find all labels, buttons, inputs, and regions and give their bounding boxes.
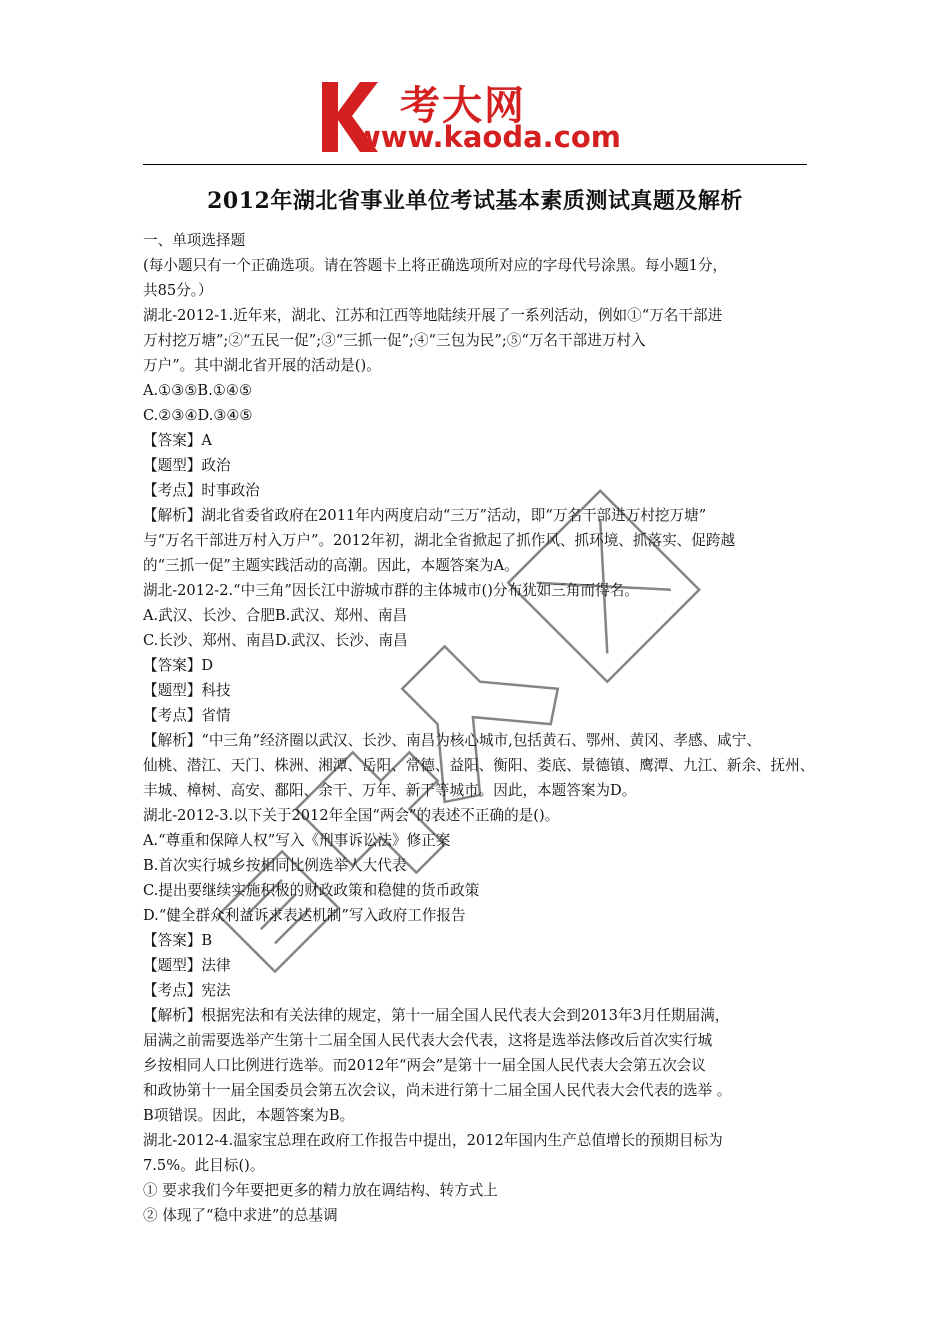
text-line: 【解析】湖北省委省政府在2011年内两度启动“三万”活动，即“万名干部进万村挖万塘” xyxy=(143,507,707,524)
text-line: 湖北-2012-4.温家宝总理在政府工作报告中提出，2012年国内生产总值增长的预期目标为 xyxy=(143,1132,723,1149)
text-line: 【答案】D xyxy=(143,657,214,674)
text-line: 【考点】宪法 xyxy=(143,982,231,999)
text-line: 【解析】根据宪法和有关法律的规定，第十一届全国人民代表大会到2013年3月任期届满， xyxy=(143,1007,730,1024)
text-line: D.“健全群众利益诉求表达机制”写入政府工作报告 xyxy=(143,907,466,924)
text-line: 【考点】时事政治 xyxy=(143,482,260,499)
logo-url-text: www.kaoda.com xyxy=(354,120,621,154)
text-line: 【解析】“中三角”经济圈以武汉、长沙、南昌为核心城市,包括黄石、鄂州、黄冈、孝感、咸宁、 xyxy=(143,732,761,749)
text-line: 仙桃、潜江、天门、株洲、湘潭、岳阳、常德、益阳、衡阳、娄底、景德镇、鹰潭、九江、新余、抚州、 xyxy=(143,757,815,774)
text-line: ① 要求我们今年要把更多的精力放在调结构、转方式上 xyxy=(143,1182,498,1199)
text-line: A.“尊重和保障人权”写入《刑事诉讼法》修正案 xyxy=(143,832,451,849)
text-line: (每小题只有一个正确选项。请在答题卡上将正确选项所对应的字母代号涂黑。每小题1分， xyxy=(143,257,728,274)
document-body xyxy=(143,228,815,1228)
text-line: 丰城、樟树、高安、鄱阳、余干、万年、新干等城市。因此，本题答案为D。 xyxy=(143,782,637,799)
text-line: 【题型】科技 xyxy=(143,682,231,699)
text-line: C.②③④D.③④⑤ xyxy=(143,407,253,424)
text-line: B.首次实行城乡按相同比例选举人大代表 xyxy=(143,857,407,874)
text-line: 万村挖万塘”;②“五民一促”;③“三抓一促”;④“三包为民”;⑤“万名干部进万村入 xyxy=(143,332,646,349)
page-header xyxy=(0,0,950,170)
text-lines xyxy=(143,253,815,1228)
text-line: 湖北-2012-3.以下关于2012年全国“两会”的表述不正确的是()。 xyxy=(143,807,560,824)
text-line: 与“万名干部进万村入万户”。2012年初，湖北全省掀起了抓作风、抓环境、抓落实、促跨越 xyxy=(143,532,736,549)
text-line: 的“三抓一促”主题实践活动的高潮。因此，本题答案为A。 xyxy=(143,557,519,574)
text-line: B项错误。因此，本题答案为B。 xyxy=(143,1107,355,1124)
text-line: 和政协第十一届全国委员会第五次会议，尚未进行第十二届全国人民代表大会代表的选举 。 xyxy=(143,1082,732,1099)
text-line: 【题型】法律 xyxy=(143,957,231,974)
kaoda-logo[interactable] xyxy=(318,78,638,158)
header-divider xyxy=(143,164,807,165)
logo-brand-text: 考大网 xyxy=(400,83,526,129)
text-line: C.提出要继续实施积极的财政政策和稳健的货币政策 xyxy=(143,882,480,899)
text-line: 届满之前需要选举产生第十二届全国人民代表大会代表，这将是选举法修改后首次实行城 xyxy=(143,1032,713,1049)
page-title: 2012年湖北省事业单位考试基本素质测试真题及解析 xyxy=(207,188,743,214)
text-line: 共85分。） xyxy=(143,282,213,299)
text-line: 万户”。其中湖北省开展的活动是()。 xyxy=(143,357,381,374)
text-line: 7.5%。此目标()。 xyxy=(143,1157,265,1174)
text-line: 【答案】B xyxy=(143,932,213,949)
text-line: 湖北-2012-2.“中三角”因长江中游城市群的主体城市()分布犹如三角而得名。 xyxy=(143,582,639,599)
text-line: 乡按相同人口比例进行选举。而2012年“两会”是第十一届全国人民代表大会第五次会议 xyxy=(143,1057,706,1074)
text-line: 湖北-2012-1.近年来，湖北、江苏和江西等地陆续开展了一系列活动，例如①“万名干部进 xyxy=(143,307,723,324)
text-line: ② 体现了“稳中求进”的总基调 xyxy=(143,1207,338,1224)
text-line: 【答案】A xyxy=(143,432,212,449)
text-line: A.①③⑤B.①④⑤ xyxy=(143,382,253,399)
text-line: C.长沙、郑州、南昌D.武汉、长沙、南昌 xyxy=(143,632,408,649)
text-line: 【考点】省情 xyxy=(143,707,231,724)
text-line: 【题型】政治 xyxy=(143,457,231,474)
text-line: A.武汉、长沙、合肥B.武汉、郑州、南昌 xyxy=(143,607,408,624)
section-heading: 一、单项选择题 xyxy=(143,232,246,249)
